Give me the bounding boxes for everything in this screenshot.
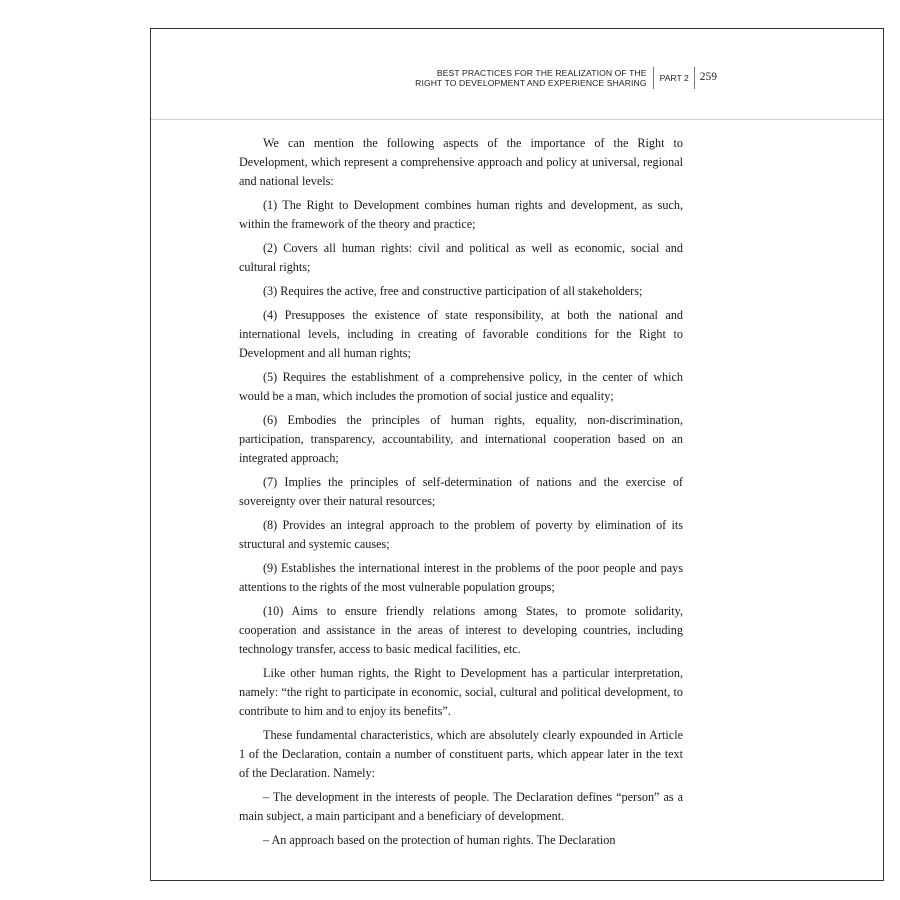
part-label: PART 2 [659, 73, 689, 83]
running-title-line-1: BEST PRACTICES FOR THE REALIZATION OF THE [436, 68, 647, 78]
page-number: 259 [699, 71, 717, 83]
paragraph: – The development in the interests of people. The Declaration defines “person” as a main subject, a main participant and a beneficiary of development. [239, 790, 683, 823]
paragraph: (8) Provides an integral approach to the problem of poverty by elimination of its structural and systemic causes; [239, 518, 683, 551]
paragraph: – An approach based on the protection of human rights. The Declaration [263, 833, 616, 847]
paragraph: (5) Requires the establishment of a comprehensive policy, in the center of which would be a man, which includes the promotion of social justice and equality; [239, 370, 683, 403]
paragraph: Like other human rights, the Right to Development has a particular interpretation, namely: “the right to participate in economic, social, cultural and political development, to contribute to him and to enjoy its benefits”. [239, 666, 683, 718]
running-title-line-2: RIGHT TO DEVELOPMENT AND EXPERIENCE SHARING [415, 78, 647, 88]
header-divider [653, 67, 654, 89]
paragraph: (10) Aims to ensure friendly relations among States, to promote solidarity, cooperation and assistance in the areas of interest to developing countries, including technology transfer, access to basic medical facilities, etc. [239, 604, 683, 656]
paragraph: (4) Presupposes the existence of state responsibility, at both the national and international levels, including in creating of favorable conditions for the Right to Development and all human rights; [239, 308, 683, 360]
running-title [415, 67, 646, 88]
paragraph: (6) Embodies the principles of human rights, equality, non-discrimination, participation, transparency, accountability, and international cooperation based on an integrated approach; [239, 413, 683, 465]
paragraph: (2) Covers all human rights: civil and political as well as economic, social and cultural rights; [239, 241, 683, 274]
paragraph: (1) The Right to Development combines human rights and development, as such, within the framework of the theory and practice; [239, 198, 683, 231]
paragraph: (9) Establishes the international interest in the problems of the poor people and pays attentions to the rights of the most vulnerable population groups; [239, 561, 683, 594]
paragraph: (7) Implies the principles of self-determination of nations and the exercise of sovereignty over their natural resources; [239, 475, 683, 508]
running-header [151, 67, 883, 120]
header-content [415, 67, 717, 89]
body-text [239, 134, 683, 855]
book-page [150, 28, 884, 881]
paragraph: We can mention the following aspects of the importance of the Right to Development, which represent a comprehensive approach and policy at universal, regional and national levels: [239, 136, 683, 188]
paragraph: These fundamental characteristics, which are absolutely clearly expounded in Article 1 of the Declaration, contain a number of constituent parts, which appear later in the text of the Declaration. Namely: [239, 728, 683, 780]
paragraph: (3) Requires the active, free and constructive participation of all stakeholders; [263, 284, 643, 298]
header-divider [694, 67, 695, 89]
